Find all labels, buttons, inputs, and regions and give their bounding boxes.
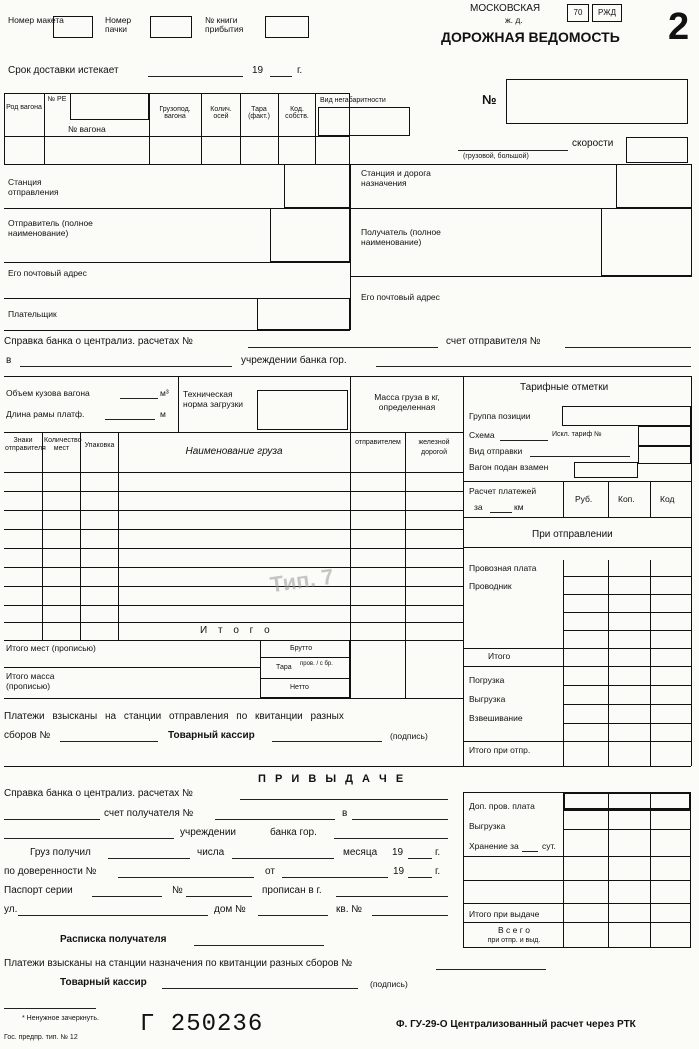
total-mass: Итого масса (прописью) — [6, 671, 55, 691]
speed-label: скорости — [572, 138, 614, 149]
col-count: Количество мест — [44, 437, 82, 453]
pachka-label: Номер пачки — [105, 15, 132, 34]
bank-line-1: Справка банка о централиз. расчетах № — [4, 336, 193, 347]
total-issue-label: Итого при выдаче — [469, 909, 540, 919]
cargo-total: И т о г о — [200, 625, 274, 636]
storage-days: сут. — [542, 841, 556, 851]
road-code-1: 70 — [567, 4, 589, 22]
netto-label: Нетто — [290, 684, 309, 691]
waybill-no-box[interactable] — [506, 79, 688, 124]
col-rail: железной дорогой — [418, 439, 450, 456]
received-g: г. — [435, 847, 441, 858]
tariff-title: Тарифные отметки — [520, 382, 609, 393]
speed-box[interactable] — [626, 137, 688, 163]
exc-tariff-box[interactable] — [638, 426, 691, 446]
received-day: числа — [197, 847, 225, 858]
col-kod: Код. собств. — [285, 106, 309, 120]
payments-1-fees: сборов № — [4, 730, 51, 741]
maket-label: Номер макета — [8, 15, 64, 25]
sign-2: (подпись) — [370, 979, 408, 989]
footer-printer: Гос. предпр. тип. № 12 — [4, 1034, 78, 1041]
bank-in: в — [6, 355, 12, 366]
total-send-label: Итого при отпр. — [469, 745, 531, 755]
tariff-group: Группа позиции — [469, 411, 531, 421]
delivery-bank: Справка банка о централиз. расчетах № — [4, 788, 193, 799]
calc-kop: Коп. — [618, 494, 635, 504]
station-to-code[interactable] — [616, 164, 692, 208]
cashier-1: Товарный кассир — [168, 730, 255, 741]
maket-box[interactable] — [53, 16, 93, 38]
calc-label: Расчет платежей — [469, 486, 537, 496]
extra-fee-label: Доп. пров. плата — [469, 801, 535, 811]
calc-kod: Код — [660, 494, 675, 504]
tara-options: пров. / с бр. — [300, 661, 333, 667]
passport-reg: прописан в г. — [262, 885, 322, 896]
storage-label: Хранение за — [469, 841, 519, 851]
form-code: Ф. ГУ-29-О Централизованный расчет через РТК — [396, 1019, 636, 1030]
unload-label: Выгрузка — [469, 694, 506, 704]
col-gruzopod: Грузопод. вагона — [159, 106, 191, 120]
tariff-scheme: Схема — [469, 430, 495, 440]
negabarit-box[interactable] — [318, 107, 410, 136]
delivery-inst: учреждении — [180, 827, 237, 838]
cashier-2: Товарный кассир — [60, 977, 147, 988]
freight-label: Провозная плата — [469, 563, 537, 573]
delivery-account: счет получателя № — [104, 808, 194, 819]
tariff-exc: Искл. тариф № — [552, 431, 602, 438]
road-code-2: РЖД — [592, 4, 622, 22]
group-box[interactable] — [562, 406, 691, 426]
received-label: Груз получил — [30, 847, 91, 858]
delivery-g: г. — [297, 65, 303, 76]
col-name: Наименование груза — [185, 446, 283, 457]
calc-km: км — [514, 502, 524, 512]
at-send-label: При отправлении — [532, 529, 613, 540]
send-type-box[interactable] — [638, 446, 691, 464]
delivery-label: Срок доставки истекает — [8, 65, 119, 76]
wagon-no-box[interactable] — [70, 93, 149, 120]
waybill-no-sign: № — [482, 92, 497, 107]
delivery-in: в — [342, 808, 348, 819]
volume-unit: м³ — [160, 388, 169, 398]
length-label: Длина рамы платф. — [6, 409, 85, 419]
tariff-wagon-sub: Вагон подан взамен — [469, 462, 549, 472]
delivery-unload-label: Выгрузка — [469, 821, 506, 831]
load-label: Погрузка — [469, 675, 505, 685]
col-tara: Тара (факт.) — [248, 106, 270, 120]
road-short: ж. д. — [505, 15, 523, 25]
proxy-label: по доверенности № — [4, 866, 97, 877]
col-negabarit: Вид негабаритности — [320, 97, 386, 104]
proxy-from: от — [265, 866, 275, 877]
col-signs: Знаки отправителя — [5, 437, 46, 453]
grand-total-label: В с е г о — [498, 925, 530, 935]
grand-total-sub: при отпр. и выд. — [487, 937, 541, 944]
proxy-year: 19 — [393, 866, 405, 877]
col-sender: отправителем — [355, 439, 401, 446]
calc-za: за — [474, 502, 483, 512]
footer-note: * Ненужное зачеркнуть. — [22, 1015, 99, 1022]
col-ps: № РЕ — [47, 96, 67, 103]
wagon-table — [4, 93, 350, 165]
tech-norm-box[interactable] — [257, 390, 348, 430]
receiver-code[interactable] — [601, 208, 692, 276]
pachka-box[interactable] — [150, 16, 192, 38]
receiver-label: Получатель (полное наименование) — [361, 227, 441, 248]
postal-label-2: Его почтовый адрес — [361, 292, 440, 302]
sender-code[interactable] — [270, 208, 350, 262]
stamp-mark: Тип. 7 — [268, 563, 336, 598]
speed-hint: (грузовой, большой) — [463, 153, 529, 160]
volume-label: Объем кузова вагона — [6, 388, 90, 398]
col-pack: Упаковка — [84, 442, 115, 449]
weigh-label: Взвешивание — [469, 713, 523, 723]
kniga-label: № книги прибытия — [205, 15, 244, 34]
extra-fee-cells[interactable] — [563, 792, 691, 810]
payer-label: Плательщик — [8, 309, 57, 319]
receipt-label: Расписка получателя — [60, 934, 167, 945]
sign-1: (подпись) — [390, 731, 428, 741]
brutto-label: Брутто — [290, 645, 313, 652]
delivery-title: П Р И В Ы Д А Ч Е — [258, 773, 407, 785]
col-rod: Род вагона — [6, 104, 42, 111]
house-label: дом № — [214, 904, 246, 915]
form-number: 2 — [668, 6, 690, 48]
postal-label-1: Его почтовый адрес — [8, 268, 87, 278]
wagon-sub-box[interactable] — [574, 462, 638, 478]
col-wagon-no: № вагона — [68, 124, 106, 134]
station-from-label: Станция отправления — [8, 177, 59, 198]
form-title: ДОРОЖНАЯ ВЕДОМОСТЬ — [441, 29, 620, 45]
apt-label: кв. № — [336, 904, 362, 915]
bank-institution: учреждении банка гор. — [241, 355, 347, 366]
passport-no: № — [172, 885, 183, 896]
serial-number: Г 250236 — [140, 1011, 264, 1038]
payments-2-text: Платежи взысканы на станции назначения по квитанции разных сборов № — [4, 958, 353, 969]
road-name: МОСКОВСКАЯ — [470, 3, 541, 14]
payments-1-text: Платежи взысканы на станции отправления по квитанции разных — [4, 711, 344, 722]
tech-norm-label: Техническая норма загрузки — [183, 389, 244, 409]
bank-account-label: счет отправителя № — [446, 336, 541, 347]
delivery-bank-city: банка гор. — [270, 827, 317, 838]
col-osi: Колич. осей — [210, 106, 232, 120]
street-label: ул. — [4, 904, 18, 915]
received-month: месяца — [343, 847, 378, 858]
delivery-year: 19 — [252, 65, 264, 76]
tariff-total: Итого — [488, 651, 511, 661]
guide-label: Проводник — [469, 581, 512, 591]
station-from-code[interactable] — [284, 164, 350, 208]
mass-label: Масса груза в кг, определенная — [374, 392, 440, 413]
calc-rub: Руб. — [575, 494, 593, 504]
tariff-send-type: Вид отправки — [469, 446, 523, 456]
sender-label: Отправитель (полное наименование) — [8, 218, 93, 239]
passport-label: Паспорт серии — [4, 885, 73, 896]
proxy-g: г. — [435, 866, 441, 877]
total-places: Итого мест (прописью) — [6, 643, 96, 653]
kniga-box[interactable] — [265, 16, 309, 38]
length-unit: м — [160, 409, 166, 419]
tara-label: Тара — [276, 664, 292, 671]
payer-code[interactable] — [257, 298, 350, 330]
received-year: 19 — [392, 847, 404, 858]
station-to-label: Станция и дорога назначения — [361, 168, 431, 189]
